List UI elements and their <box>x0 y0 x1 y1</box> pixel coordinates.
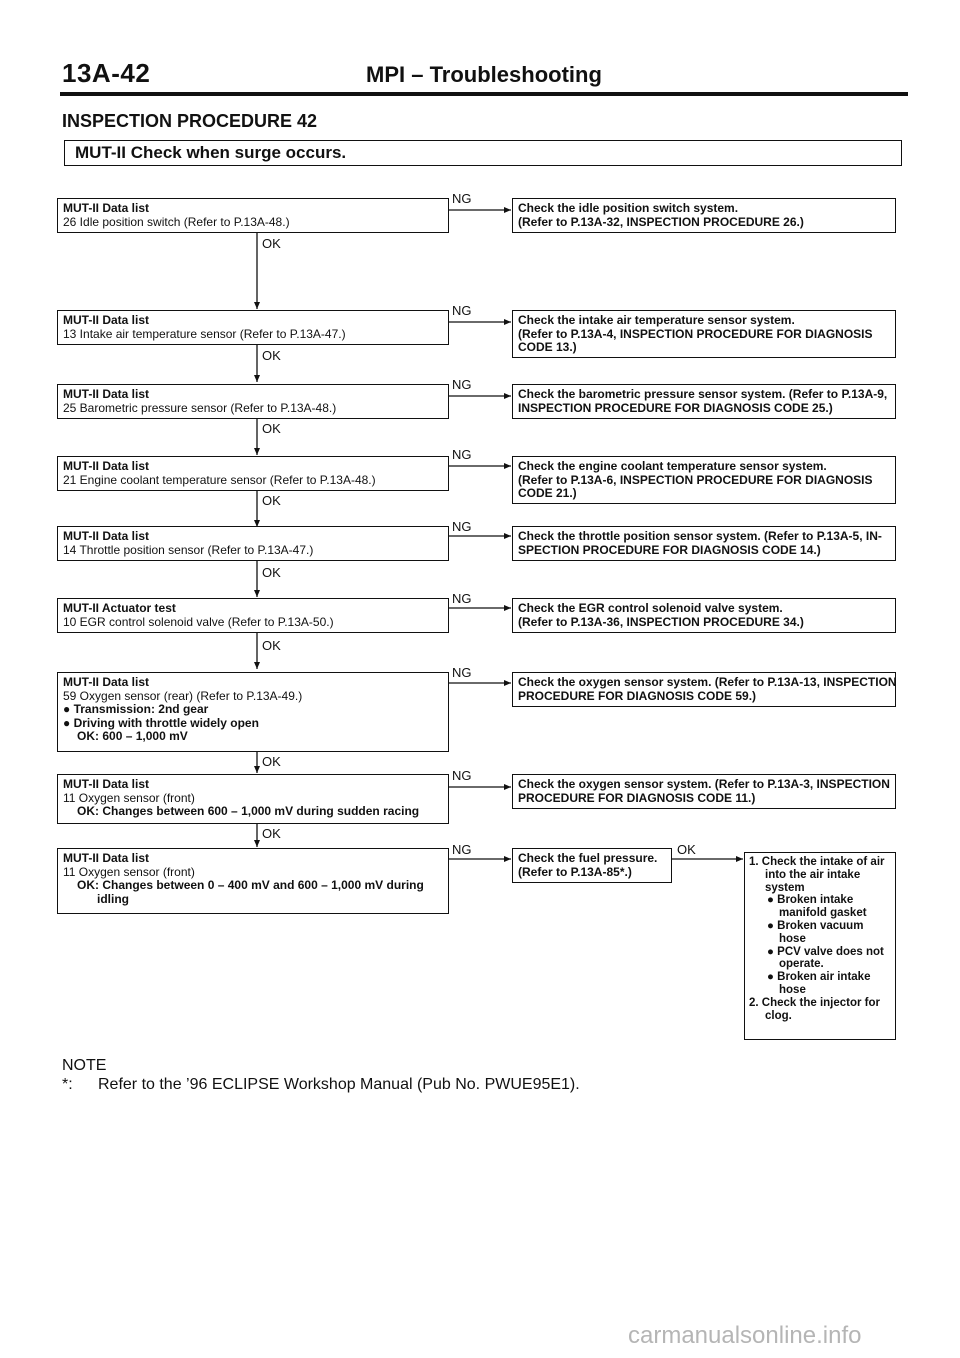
result-line: Check the fuel pressure. <box>518 851 658 865</box>
step-item: 11 Oxygen sensor (front) <box>63 790 195 805</box>
condition-bullet: ● Transmission: 2nd gear <box>63 702 209 716</box>
step-item: 13 Intake air temperature sensor (Refer to P.13A-47.) <box>63 326 346 341</box>
result-line: Check the oxygen sensor system. (Refer to P.13A-3, INSPECTION <box>518 777 890 791</box>
step-item: 10 EGR control solenoid valve (Refer to P.13A-50.) <box>63 614 334 629</box>
step-heading: MUT-II Data list <box>63 851 150 865</box>
ok-criteria <box>63 805 443 819</box>
result-line: Check the intake air temperature sensor system. <box>518 313 795 327</box>
ng-label: NG <box>452 591 472 606</box>
result-idle-position-switch <box>512 198 896 233</box>
ok-label: OK <box>262 421 281 436</box>
result-line: PROCEDURE FOR DIAGNOSIS CODE 59.) <box>518 688 757 703</box>
result-line: INSPECTION PROCEDURE FOR DIAGNOSIS CODE 25.) <box>518 400 833 415</box>
result-oxygen-sensor-rear <box>512 672 896 707</box>
ok-label: OK <box>262 493 281 508</box>
note-marker: *: <box>62 1076 73 1093</box>
result-intake-air-temp <box>512 310 896 358</box>
step-heading: MUT-II Data list <box>63 529 150 543</box>
step-heading: MUT-II Data list <box>63 387 150 401</box>
result-line: PROCEDURE FOR DIAGNOSIS CODE 11.) <box>518 790 756 805</box>
final-check-box <box>744 852 896 1040</box>
result-line: SPECTION PROCEDURE FOR DIAGNOSIS CODE 14.) <box>518 542 821 557</box>
result-oxygen-sensor-front <box>512 774 896 809</box>
ok-label: OK <box>262 236 281 251</box>
final-bullet: ● Broken air intake hose <box>767 971 871 996</box>
ok-label: OK <box>677 842 696 857</box>
step-item: 21 Engine coolant temperature sensor (Refer to P.13A-48.) <box>63 472 376 487</box>
condition-text: Driving with throttle widely open <box>73 715 259 730</box>
ok-label: OK <box>262 565 281 580</box>
ok-label: OK <box>262 638 281 653</box>
step-heading: MUT-II Data list <box>63 675 150 689</box>
ng-label: NG <box>452 447 472 462</box>
final-bullet-text: Broken air intake hose <box>777 971 871 996</box>
final-bullet-text: PCV valve does not operate. <box>777 945 884 971</box>
procedure-title: INSPECTION PROCEDURE 42 <box>62 111 318 131</box>
section-title: MPI – Troubleshooting <box>366 62 602 87</box>
ok-criteria-value: Changes between 600 – 1,000 mV during sudden racing <box>102 804 420 818</box>
note-line <box>62 1075 580 1094</box>
ok-label: OK <box>262 348 281 363</box>
ok-label: OK <box>262 754 281 769</box>
result-throttle-position <box>512 526 896 561</box>
step-item: 25 Barometric pressure sensor (Refer to P.13A-48.) <box>63 400 337 415</box>
procedure-banner: MUT-II Check when surge occurs. <box>64 140 902 166</box>
result-line: Check the EGR control solenoid valve system. <box>518 601 783 615</box>
final-item-2: 2. Check the injector for clog. <box>749 996 881 1022</box>
result-line: Check the idle position switch system. <box>518 201 739 215</box>
ng-label: NG <box>452 842 472 857</box>
final-bullet: ● Broken vacuum hose <box>767 919 864 945</box>
result-line: Check the barometric pressure sensor system. (Refer to P.13A-9, <box>518 387 888 401</box>
ok-criteria-label: OK: <box>77 729 99 743</box>
note-text: Refer to the ’96 ECLIPSE Workshop Manual (Pub No. PWUE95E1). <box>98 1076 580 1093</box>
ng-label: NG <box>452 303 472 318</box>
ok-label: OK <box>262 826 281 841</box>
note-section <box>62 1056 580 1094</box>
result-line: Check the engine coolant temperature sensor system. <box>518 459 827 473</box>
page-number: 13A-42 <box>62 58 151 88</box>
final-bullet-text: Broken vacuum hose <box>777 919 864 945</box>
check-step-oxygen-sensor-rear <box>57 672 449 752</box>
ok-criteria <box>63 879 443 893</box>
step-heading: MUT-II Data list <box>63 313 150 327</box>
result-line: Check the oxygen sensor system. (Refer to P.13A-13, INSPECTION <box>518 675 897 689</box>
ng-label: NG <box>452 191 472 206</box>
result-line: CODE 13.) <box>518 340 577 354</box>
step-item: 14 Throttle position sensor (Refer to P.13A-47.) <box>63 542 314 557</box>
check-step-throttle-position <box>57 526 449 561</box>
ng-label: NG <box>452 768 472 783</box>
check-step-intake-air-temp <box>57 310 449 345</box>
step-item: 59 Oxygen sensor (rear) (Refer to P.13A-49.) <box>63 688 303 703</box>
result-line: (Refer to P.13A-6, INSPECTION PROCEDURE FOR DIAGNOSIS <box>518 472 873 487</box>
result-line: (Refer to P.13A-85*.) <box>518 864 632 879</box>
result-egr-solenoid <box>512 598 896 633</box>
check-step-oxygen-sensor-front-idling <box>57 848 449 914</box>
ok-criteria-continued: idling <box>97 891 129 906</box>
condition-text: Transmission: 2nd gear <box>73 702 209 716</box>
result-fuel-pressure <box>512 848 672 883</box>
ok-criteria-label: OK: <box>77 804 99 818</box>
ok-criteria-label: OK: <box>77 878 99 892</box>
check-step-egr-solenoid <box>57 598 449 633</box>
check-step-engine-coolant-temp <box>57 456 449 491</box>
result-line: (Refer to P.13A-4, INSPECTION PROCEDURE FOR DIAGNOSIS <box>518 326 873 341</box>
ng-label: NG <box>452 665 472 680</box>
ok-criteria-value: Changes between 0 – 400 mV and 600 – 1,000 mV during <box>102 878 424 892</box>
step-heading: MUT-II Data list <box>63 777 150 791</box>
result-line: CODE 21.) <box>518 486 577 500</box>
final-bullet: ● PCV valve does not operate. <box>767 945 884 971</box>
ok-criteria <box>63 730 443 744</box>
ok-criteria-value: 600 – 1,000 mV <box>102 729 188 743</box>
step-item: 11 Oxygen sensor (front) <box>63 864 195 879</box>
result-line: Check the throttle position sensor system. (Refer to P.13A-5, IN- <box>518 529 882 543</box>
ng-label: NG <box>452 377 472 392</box>
check-step-oxygen-sensor-front-racing <box>57 774 449 824</box>
final-item-1: 1. Check the intake of air into the air intake system <box>749 856 885 894</box>
step-item: 26 Idle position switch (Refer to P.13A-48.) <box>63 214 290 229</box>
condition-bullet: ● Driving with throttle widely open <box>63 715 259 730</box>
result-barometric-pressure <box>512 384 896 419</box>
step-heading: MUT-II Data list <box>63 201 150 215</box>
check-step-barometric-pressure <box>57 384 449 419</box>
result-line: (Refer to P.13A-32, INSPECTION PROCEDURE 26.) <box>518 214 804 229</box>
step-heading: MUT-II Data list <box>63 459 150 473</box>
watermark: carmanualsonline.info <box>628 1322 862 1349</box>
note-heading: NOTE <box>62 1057 107 1074</box>
result-line: (Refer to P.13A-36, INSPECTION PROCEDURE 34.) <box>518 614 804 629</box>
check-step-idle-position-switch <box>57 198 449 233</box>
step-heading: MUT-II Actuator test <box>63 601 176 615</box>
final-bullet: ● Broken intake manifold gasket <box>767 894 867 920</box>
final-bullet-text: Broken intake manifold gasket <box>777 894 867 920</box>
result-engine-coolant-temp <box>512 456 896 504</box>
ng-label: NG <box>452 519 472 534</box>
